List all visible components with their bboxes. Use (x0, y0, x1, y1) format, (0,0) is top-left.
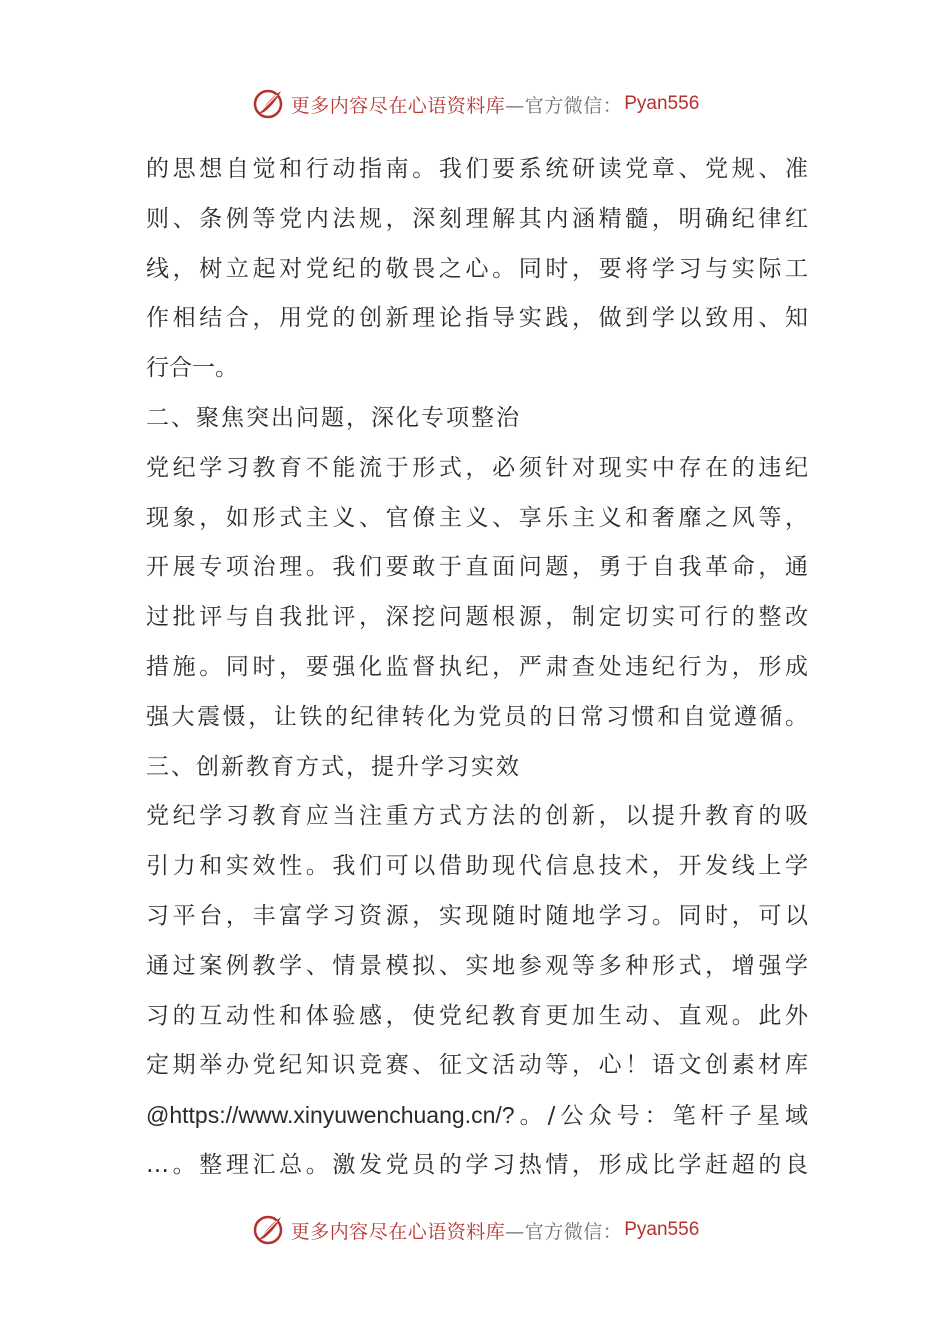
url-line-rest: 。/公众号：笔杆子星域 (514, 1103, 808, 1130)
section-heading: 三、创新教育方式，提升学习实效 (146, 753, 521, 780)
body-line: 过批评与自我批评，深挖问题根源，制定切实可行的整改 (146, 604, 808, 631)
url-text: @https://www.xinyuwenchuang.cn/? (146, 1102, 515, 1129)
banner-gray-text: —官方微信： (505, 1220, 623, 1243)
banner-gray-text: —官方微信： (505, 94, 623, 117)
document-body (146, 145, 808, 1191)
body-line: 作相结合，用党的创新理论指导实践，做到学以致用、知 (146, 305, 808, 332)
body-line: 现象，如形式主义、官僚主义、享乐主义和奢靡之风等， (146, 504, 808, 531)
body-line: 强大震慑，让铁的纪律转化为党员的日常习惯和自觉遵循。 (146, 703, 808, 730)
url-line (146, 1091, 808, 1141)
body-line: 开展专项治理。我们要敢于直面问题，勇于自我革命，通 (146, 554, 808, 581)
banner-wechat-id: Pyan556 (624, 93, 700, 114)
banner-red-text: 更多内容尽在心语资料库 (290, 1220, 506, 1243)
body-line: 党纪学习教育不能流于形式，必须针对现实中存在的违纪 (146, 454, 808, 481)
footer-banner (0, 1210, 950, 1250)
body-line: 引力和实效性。我们可以借助现代信息技术，开发线上学 (146, 853, 808, 880)
body-line: 则、条例等党内法规，深刻理解其内涵精髓，明确纪律红 (146, 205, 808, 232)
section-heading: 二、聚焦突出问题，深化专项整治 (146, 404, 521, 431)
quill-logo-icon (251, 87, 285, 121)
body-line: …。整理汇总。激发党员的学习热情，形成比学赶超的良 (146, 1151, 808, 1178)
body-line: 习平台，丰富学习资源，实现随时随地学习。同时，可以 (146, 902, 808, 929)
banner-red-text: 更多内容尽在心语资料库 (290, 94, 506, 117)
body-line: 线，树立起对党纪的敬畏之心。同时，要将学习与实际工 (146, 255, 808, 282)
banner-wechat-id: Pyan556 (624, 1219, 700, 1240)
body-line: 通过案例教学、情景模拟、实地参观等多种形式，增强学 (146, 952, 808, 979)
body-line: 行合一。 (146, 355, 238, 382)
quill-logo-icon (251, 1213, 285, 1247)
body-line: 措施。同时，要强化监督执纪，严肃查处违纪行为，形成 (146, 653, 808, 680)
body-line: 党纪学习教育应当注重方式方法的创新，以提升教育的吸 (146, 803, 808, 830)
body-line: 习的互动性和体验感，使党纪教育更加生动、直观。此外 (146, 1002, 808, 1029)
body-line: 的思想自觉和行动指南。我们要系统研读党章、党规、准 (146, 156, 808, 182)
header-banner (0, 84, 950, 124)
body-line: 定期举办党纪知识竞赛、征文活动等，心！语文创素材库 (146, 1052, 808, 1079)
